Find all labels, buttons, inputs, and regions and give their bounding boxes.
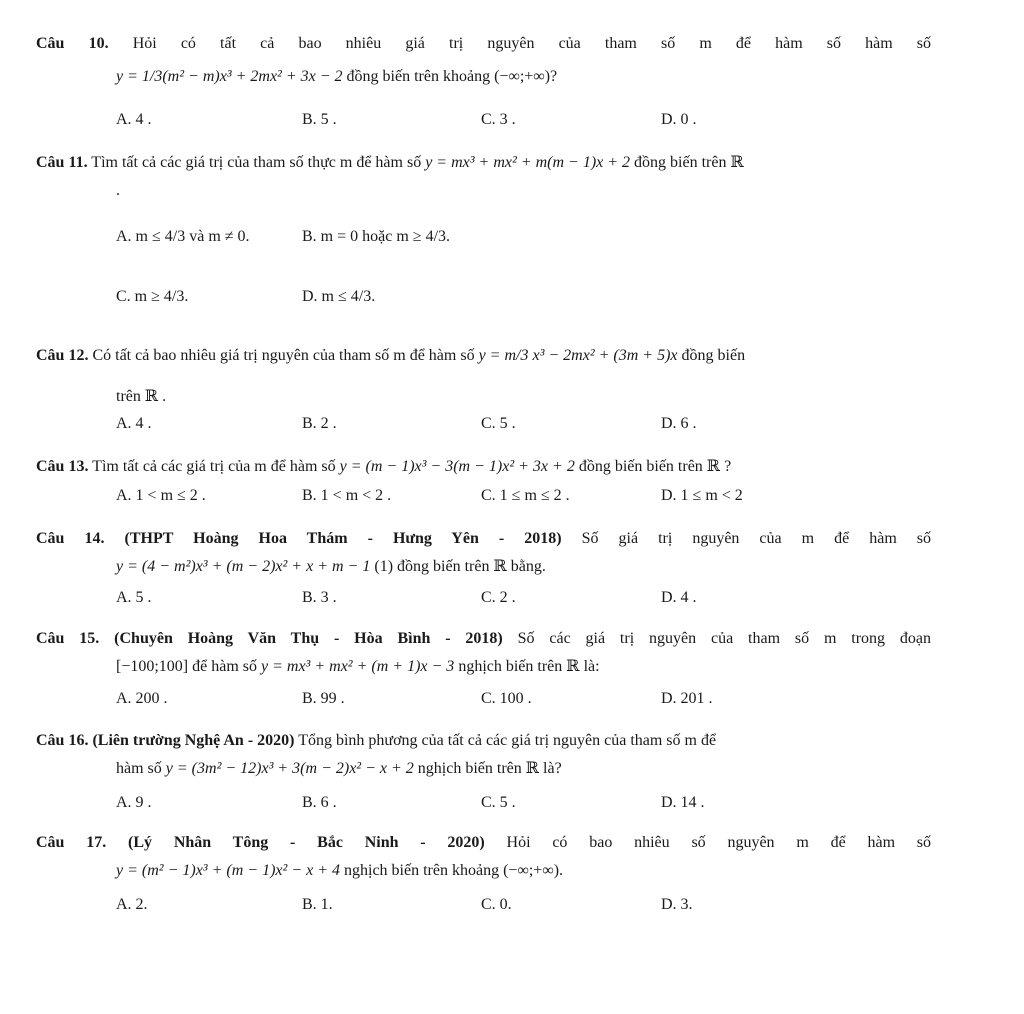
question-16-line1 [36,730,716,752]
question-17-formula: y = (m² − 1)x³ + (m − 1)x² − x + 4 [116,862,340,879]
answer-14-a[interactable]: A. 5 . [116,589,152,606]
question-15-formula: y = mx³ + mx² + (m + 1)x − 3 [261,658,455,675]
answer-15-d[interactable]: D. 201 . [661,690,713,707]
question-12-text: Có tất cả bao nhiêu giá trị nguyên của tham số m để hàm số [92,347,475,364]
answer-10-b[interactable]: B. 5 . [302,111,337,128]
answer-10-d[interactable]: D. 0 . [661,111,697,128]
answer-17-a[interactable]: A. 2. [116,896,148,913]
question-10-text: Hỏi có tất cả bao nhiêu giá trị nguyên của tham số m để hàm số hàm số [132,35,932,52]
answer-16-d[interactable]: D. 14 . [661,794,705,811]
answer-12-d[interactable]: D. 6 . [661,415,697,432]
question-15-text-after: nghịch biến trên ℝ là: [458,658,600,675]
answer-17-d[interactable]: D. 3. [661,896,693,913]
question-17-text-after: nghịch biến trên khoảng (−∞;+∞). [344,862,564,879]
answer-15-b[interactable]: B. 99 . [302,690,345,707]
question-14-text-after: (1) đồng biến trên ℝ bằng. [374,558,546,575]
answer-11-c[interactable]: C. m ≥ 4/3. [116,288,189,305]
question-17-line1 [36,832,931,854]
answer-14-b[interactable]: B. 3 . [302,589,337,606]
question-12-line2: trên ℝ . [116,388,167,405]
question-11-dot: . [116,182,120,199]
question-16-lead: hàm số [116,760,162,777]
answer-12-a[interactable]: A. 4 . [116,415,152,432]
answer-11-b[interactable]: B. m = 0 hoặc m ≥ 4/3. [302,228,451,245]
question-15-mid: để hàm số [192,658,257,675]
question-13-text: Tìm tất cả các giá trị của m để hàm số [92,458,336,475]
question-11-number: Câu 11. [36,154,88,171]
question-15-line1 [36,628,931,650]
question-10-number: Câu 10. [36,35,109,52]
question-11-text-after: đồng biến trên ℝ [634,154,744,171]
question-13-formula: y = (m − 1)x³ − 3(m − 1)x² + 3x + 2 [339,458,575,475]
question-15-line2 [116,656,600,678]
question-17-source: (Lý Nhân Tông - Bắc Ninh - 2020) [128,834,485,851]
question-14-line1 [36,528,931,550]
question-14-source: (THPT Hoàng Hoa Thám - Hưng Yên - 2018) [124,530,562,547]
answer-12-b[interactable]: B. 2 . [302,415,337,432]
answer-11-a[interactable]: A. m ≤ 4/3 và m ≠ 0. [116,228,250,245]
answer-15-c[interactable]: C. 100 . [481,690,532,707]
answer-16-c[interactable]: C. 5 . [481,794,516,811]
question-15-text: Số các giá trị nguyên của tham số m trong đoạn [517,630,932,647]
question-11-line1 [36,152,744,174]
question-14-text: Số giá trị nguyên của m để hàm số [581,530,932,547]
answer-10-a[interactable]: A. 4 . [116,111,152,128]
question-16-text-after: nghịch biến trên ℝ là? [417,760,562,777]
answer-14-d[interactable]: D. 4 . [661,589,697,606]
question-16-text: Tổng bình phương của tất cả các giá trị nguyên của tham số m để [298,732,717,749]
answer-13-b[interactable]: B. 1 < m < 2 . [302,487,392,504]
answer-13-d[interactable]: D. 1 ≤ m < 2 [661,487,743,504]
question-16-source: (Liên trường Nghệ An - 2020) [92,732,295,749]
answer-12-c[interactable]: C. 5 . [481,415,516,432]
question-14-number: Câu 14. [36,530,105,547]
question-15-number: Câu 15. [36,630,100,647]
question-17-number: Câu 17. [36,834,107,851]
question-12-number: Câu 12. [36,347,89,364]
question-10-line2 [116,66,557,88]
question-16-number: Câu 16. [36,732,89,749]
answer-11-d[interactable]: D. m ≤ 4/3. [302,288,376,305]
question-13-number: Câu 13. [36,458,89,475]
answer-17-b[interactable]: B. 1. [302,896,333,913]
answer-13-c[interactable]: C. 1 ≤ m ≤ 2 . [481,487,570,504]
question-17-text: Hỏi có bao nhiêu số nguyên m để hàm số [506,834,932,851]
question-12-line1 [36,345,745,367]
answer-10-c[interactable]: C. 3 . [481,111,516,128]
question-15-source: (Chuyên Hoàng Văn Thụ - Hòa Bình - 2018) [114,630,503,647]
answer-16-b[interactable]: B. 6 . [302,794,337,811]
question-12-formula: y = m/3 x³ − 2mx² + (3m + 5)x [478,347,678,364]
question-16-line2 [116,758,562,780]
question-15-interval: [−100;100] [116,658,189,675]
question-11-text: Tìm tất cả các giá trị của tham số thực m để hàm số [91,154,422,171]
question-10-text-after: đồng biến trên khoảng (−∞;+∞)? [346,68,558,85]
question-11-formula: y = mx³ + mx² + m(m − 1)x + 2 [425,154,631,171]
question-10-formula: y = 1/3(m² − m)x³ + 2mx² + 3x − 2 [116,68,343,85]
question-14-formula: y = (4 − m²)x³ + (m − 2)x² + x + m − 1 [116,558,371,575]
answer-17-c[interactable]: C. 0. [481,896,512,913]
question-13-line1 [36,456,731,478]
answer-16-a[interactable]: A. 9 . [116,794,152,811]
question-14-line2 [116,556,546,578]
answer-13-a[interactable]: A. 1 < m ≤ 2 . [116,487,206,504]
question-10-line1 [36,33,931,55]
answer-14-c[interactable]: C. 2 . [481,589,516,606]
question-16-formula: y = (3m² − 12)x³ + 3(m − 2)x² − x + 2 [165,760,414,777]
answer-15-a[interactable]: A. 200 . [116,690,168,707]
question-13-text-after: đồng biến biến trên ℝ ? [578,458,732,475]
question-12-text-after: đồng biến [681,347,746,364]
question-17-line2 [116,860,563,882]
